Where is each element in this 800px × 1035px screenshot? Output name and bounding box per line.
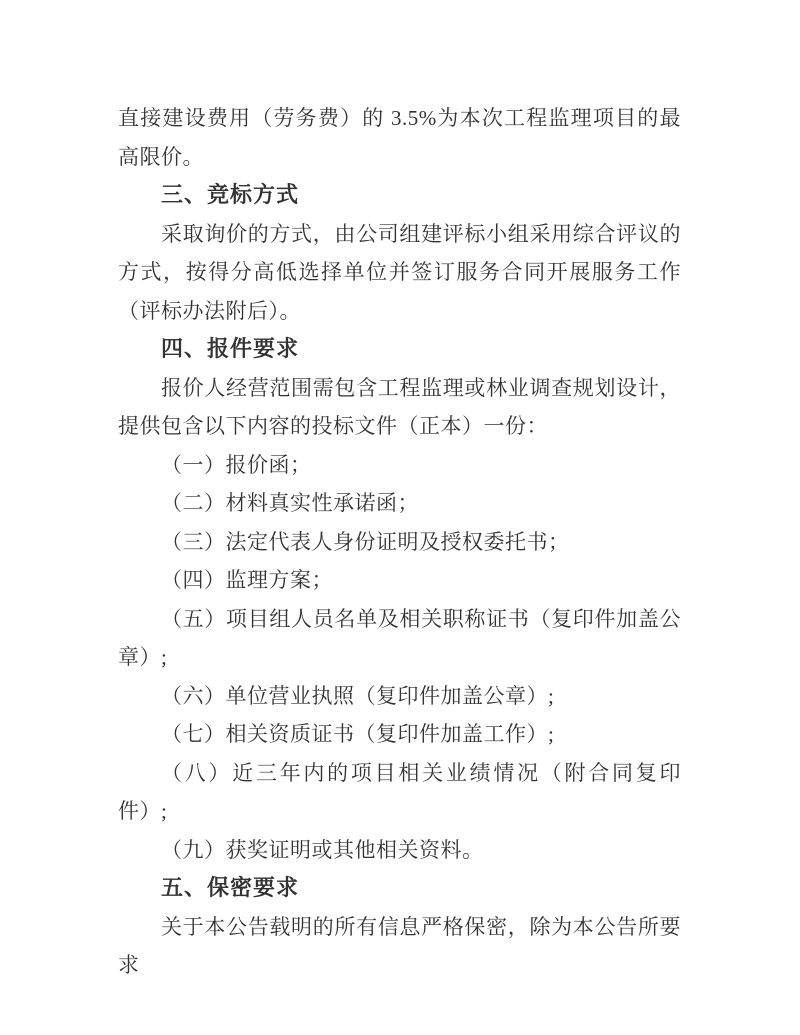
list-item-7-qualification-certificates: （七）相关资质证书（复印件加盖工作）; [161, 722, 555, 746]
list-item-8-recent-performance: （八）近三年内的项目相关业绩情况（附合同复印件）; [118, 760, 681, 823]
list-item-6-business-license: （六）单位营业执照（复印件加盖公章）; [161, 683, 555, 708]
list-item-2-authenticity-commitment: （二）材料真实性承诺函； [161, 491, 419, 515]
para-bidding-method-detail: 采取询价的方式，由公司组建评标小组采用综合评议的方式，按得分高低选择单位并签订服务合同开展服务工作（评标办法附后）。 [118, 221, 681, 323]
list-item-3-legal-representative-id: （三）法定代表人身份证明及授权委托书； [161, 529, 570, 554]
list-item-1-quotation-letter: （一）报价函； [161, 452, 312, 477]
para-confidentiality-detail: 关于本公告载明的所有信息严格保密，除为本公告所要求 [118, 914, 681, 977]
heading-section-3-bidding-method: 三、竞标方式 [161, 182, 300, 207]
para-max-price-limit-continuation: 直接建设费用（劳务费）的 3.5%为本次工程监理项目的最高限价。 [118, 106, 681, 169]
heading-section-5-confidentiality: 五、保密要求 [161, 875, 300, 900]
heading-section-4-submission-requirements: 四、报件要求 [161, 336, 300, 361]
para-submission-requirements-intro: 报价人经营范围需包含工程监理或林业调查规划设计，提供包含以下内容的投标文件（正本）一份： [118, 375, 681, 438]
list-item-5-project-team-roster: （五）项目组人员名单及相关职称证书（复印件加盖公章）; [118, 606, 681, 669]
list-item-9-award-certificates: （九）获奖证明或其他相关资料。 [161, 837, 484, 862]
list-item-4-supervision-plan: （四）监理方案； [161, 568, 333, 592]
